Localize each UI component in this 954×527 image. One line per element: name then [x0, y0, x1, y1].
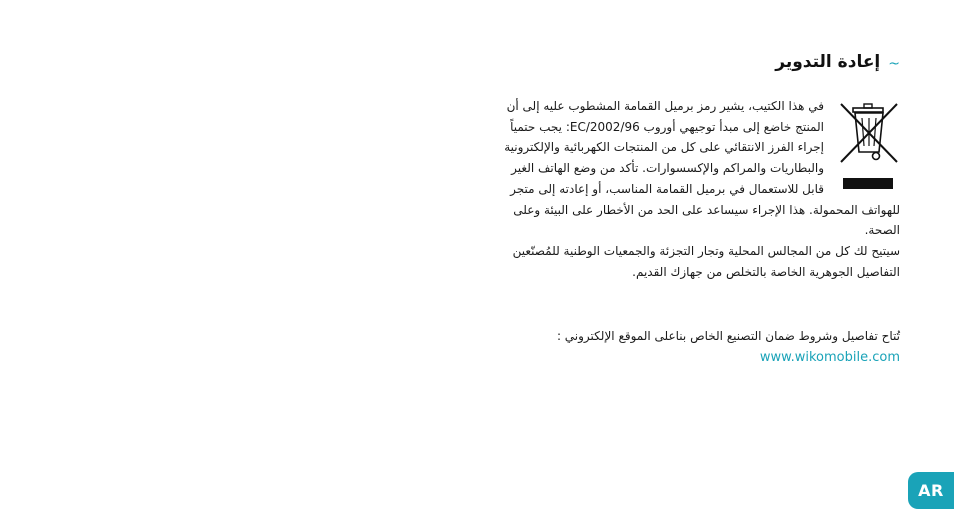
warranty-section [470, 326, 900, 365]
recycling-section [500, 96, 900, 282]
crossed-out-wheelie-bin-icon [838, 100, 900, 192]
recycling-paragraph-1: في هذا الكتيب، يشير رمز برميل القمامة المشطوب عليه إلى أن المنتج خاضع إلى مبدأ توجيهي أوروب 2002/96/EC: يجب حتمياً إجراء الفرز الانتقائي على كل من المنتجات الكهربائية والإلكترونية والبطاريات والمراكم والإكسسوارات. تأكد من وضع الهاتف الغير قابل للاستعمال في برميل القمامة المناسب، أو إعادته إلى متجر للهواتف المحمولة. هذا الإجراء سيساعد على الحد من الأخطار على البيئة وعلى الصحة. [504, 99, 900, 238]
website-link[interactable]: www.wikomobile.com [759, 350, 900, 365]
language-badge: AR [908, 472, 954, 509]
heading-tilde: ~ [888, 56, 900, 72]
recycling-paragraph-2: سيتيح لك كل من المجالس المحلية وتجار التجزئة والجمعيات الوطنية للمُصنّعين التفاصيل الجوهرية الخاصة بالتخلص من جهازك القديم. [512, 243, 900, 279]
page-title: إعادة التدوير [775, 52, 881, 72]
section-heading [775, 52, 900, 72]
warranty-text: تُتاح تفاصيل وشروط ضمان التصنيع الخاص بناعلى الموقع الإلكتروني : [556, 329, 900, 343]
